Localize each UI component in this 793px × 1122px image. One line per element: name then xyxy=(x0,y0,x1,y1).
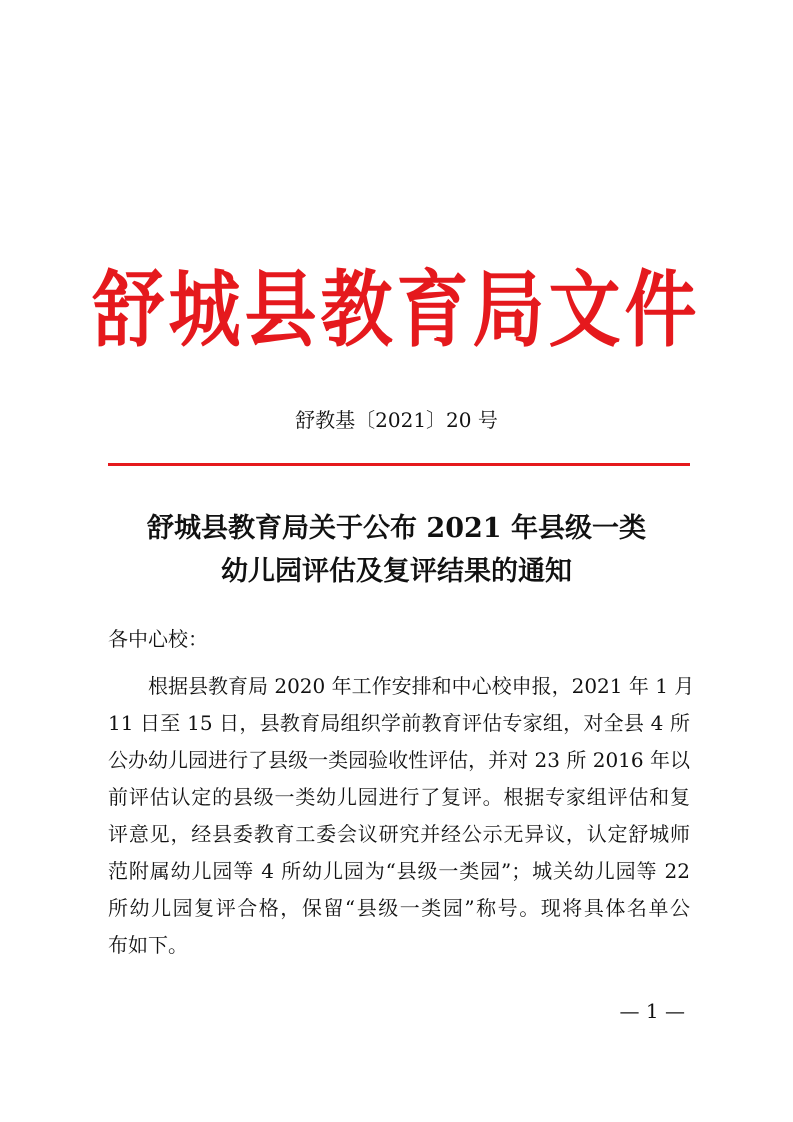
body-line: 布如下。 xyxy=(108,933,188,957)
body-line: 公办幼儿园进行了县级一类园验收性评估，并对 23 所 2016 年以 xyxy=(108,748,690,772)
notice-title xyxy=(0,507,793,593)
notice-title-line-1: 舒城县教育局关于公布 2021 年县级一类 xyxy=(147,513,646,544)
page-number: — 1 — xyxy=(619,999,685,1023)
letterhead-title: 舒城县教育局文件 xyxy=(92,260,701,358)
body-line: 所幼儿园复评合格，保留“县级一类园”称号。现将具体名单公 xyxy=(108,896,690,920)
body-line: 11 日至 15 日，县教育局组织学前教育评估专家组，对全县 4 所 xyxy=(108,711,690,735)
notice-title-line-2: 幼儿园评估及复评结果的通知 xyxy=(221,556,572,587)
red-divider-line xyxy=(108,463,690,466)
body-line: 前评估认定的县级一类幼儿园进行了复评。根据专家组评估和复 xyxy=(108,785,690,809)
body-line: 评意见，经县委教育工委会议研究并经公示无异议，认定舒城师 xyxy=(108,822,690,846)
body-paragraph xyxy=(108,668,695,964)
body-line: 根据县教育局 2020 年工作安排和中心校申报，2021 年 1 月 xyxy=(148,674,695,698)
salutation: 各中心校： xyxy=(108,627,208,651)
body-line: 范附属幼儿园等 4 所幼儿园为“县级一类园”；城关幼儿园等 22 xyxy=(108,859,690,883)
document-number: 舒教基〔2021〕20 号 xyxy=(295,408,498,432)
